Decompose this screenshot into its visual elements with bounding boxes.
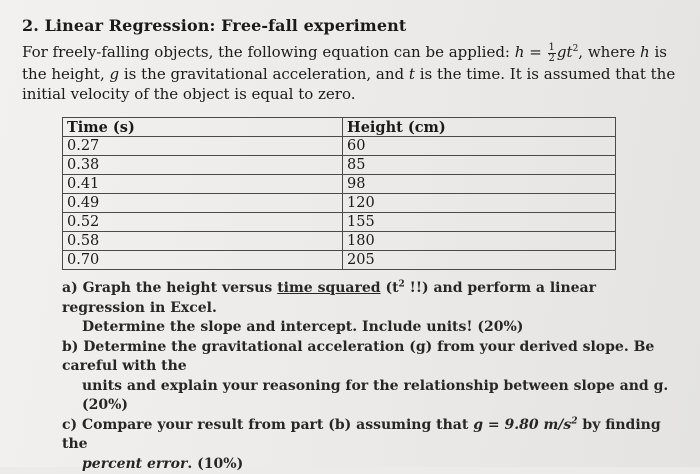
underlined-text: time squared <box>277 280 380 296</box>
table-row <box>63 213 616 232</box>
cell-height: 98 <box>343 175 616 194</box>
table-row <box>63 137 616 156</box>
cell-time: 0.52 <box>63 213 343 232</box>
intro-text: is the gravitational acceleration, and <box>119 65 409 83</box>
question-b <box>62 338 682 416</box>
italic-value: g = 9.80 m/s <box>473 417 571 433</box>
intro-text: is the height, <box>22 43 667 83</box>
table-row <box>63 194 616 213</box>
exponent-two: 2 <box>399 279 405 289</box>
question-text: a) Graph the height versus <box>62 280 277 296</box>
fraction-one-half <box>548 43 556 64</box>
exponent-two: 2 <box>571 416 577 426</box>
equals-sign: = <box>524 43 546 61</box>
fraction-numerator: 1 <box>548 43 556 54</box>
question-text: by finding the <box>62 417 661 453</box>
problem-intro <box>22 42 694 104</box>
cell-time: 0.58 <box>63 232 343 251</box>
cell-height: 205 <box>343 251 616 270</box>
cell-time: 0.27 <box>63 137 343 156</box>
intro-text: , where <box>578 43 640 61</box>
table-header-row <box>63 118 616 137</box>
table-row <box>63 251 616 270</box>
question-text: Determine the slope and intercept. Include units! (20%) <box>62 318 682 338</box>
italic-term: percent error <box>82 456 187 472</box>
data-table <box>62 117 616 270</box>
fraction-denominator: 2 <box>548 54 556 64</box>
question-a <box>62 279 682 338</box>
header-time: Time (s) <box>63 118 343 137</box>
cell-height: 155 <box>343 213 616 232</box>
var-h: h <box>515 43 525 61</box>
var-h: h <box>640 43 650 61</box>
question-text: !!) and perform a linear regression in Excel. <box>62 280 596 316</box>
problem-title: 2. Linear Regression: Free-fall experiment <box>22 16 406 35</box>
cell-time: 0.41 <box>63 175 343 194</box>
question-text: b) Determine the gravitational acceleration (g) from your derived slope. Be careful with the <box>62 339 654 375</box>
question-text: units and explain your reasoning for the relationship between slope and g. (20%) <box>62 377 682 416</box>
header-height: Height (cm) <box>343 118 616 137</box>
var-g: g <box>110 65 120 83</box>
cell-height: 120 <box>343 194 616 213</box>
question-c <box>62 416 682 474</box>
cell-time: 0.70 <box>63 251 343 270</box>
exponent-two: 2 <box>573 44 579 54</box>
question-text: c) Compare your result from part (b) assuming that <box>62 417 473 433</box>
table-row <box>63 232 616 251</box>
cell-time: 0.49 <box>63 194 343 213</box>
table-row <box>63 175 616 194</box>
table-row <box>63 156 616 175</box>
intro-text: For freely-falling objects, the following equation can be applied: <box>22 43 515 61</box>
cell-height: 180 <box>343 232 616 251</box>
var-t: t <box>409 65 415 83</box>
cell-time: 0.38 <box>63 156 343 175</box>
question-text: (t <box>381 280 399 296</box>
question-list <box>62 279 682 474</box>
cell-height: 85 <box>343 156 616 175</box>
intro-text: is the time. It is assumed that the initial velocity of the object is equal to zero. <box>22 65 675 103</box>
var-gt: gt <box>557 43 573 61</box>
question-text: . (10%) <box>187 456 243 472</box>
cell-height: 60 <box>343 137 616 156</box>
